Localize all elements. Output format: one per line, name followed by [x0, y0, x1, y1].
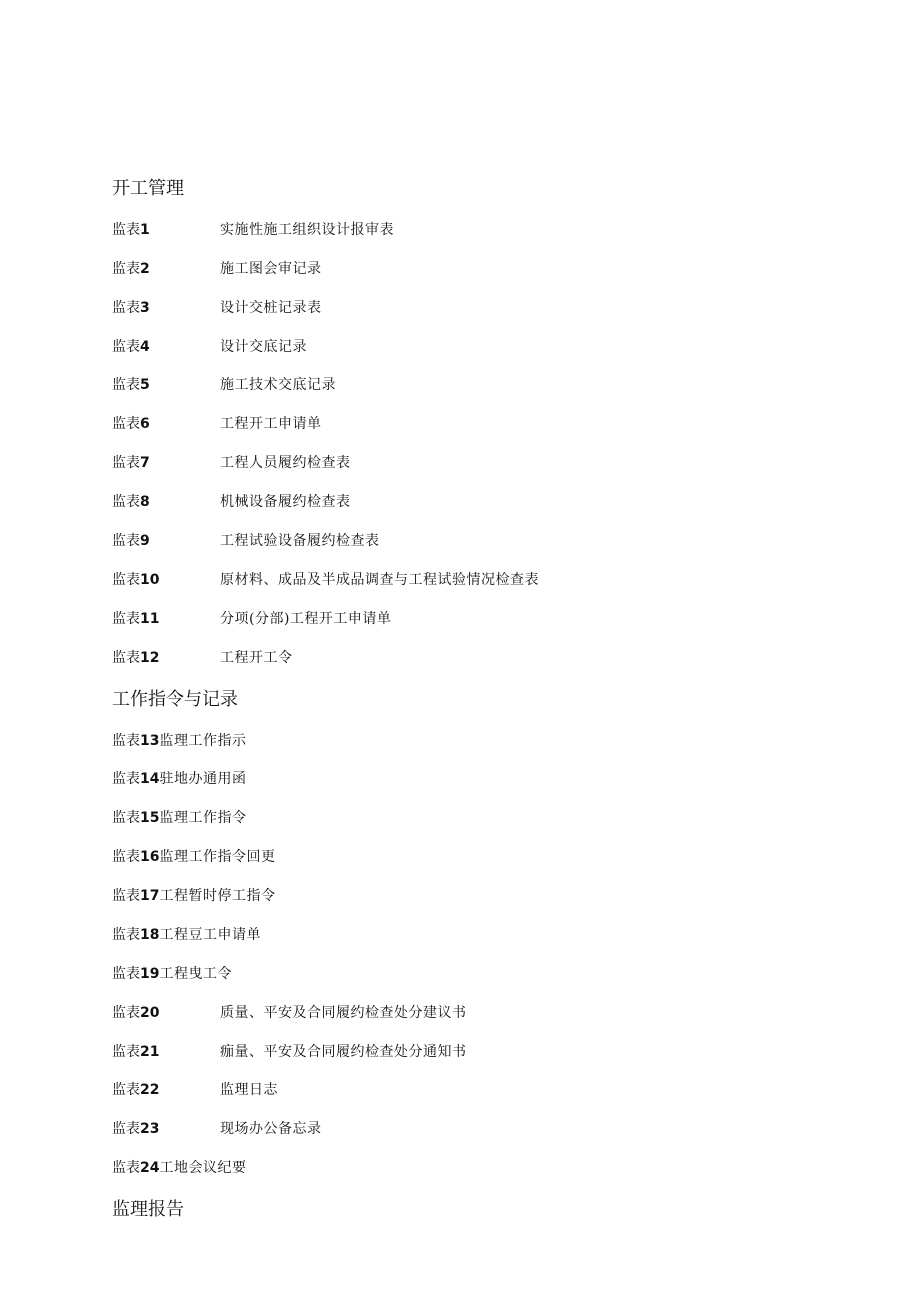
form-code: 监表8 [112, 494, 150, 510]
list-item [112, 337, 307, 357]
form-title: 工程开工申请单 [220, 416, 322, 432]
form-title: 机械设备履约检查表 [220, 494, 351, 510]
form-code: 监表13 [112, 733, 160, 749]
form-code: 监表10 [112, 572, 160, 588]
form-title: 施工图会审记录 [220, 261, 322, 277]
list-item [112, 570, 539, 590]
form-title: 设计交桩记录表 [220, 300, 322, 316]
form-title: 监理日志 [220, 1082, 278, 1098]
form-code: 监表24 [112, 1160, 160, 1176]
form-title: 工地会议纪要 [159, 1160, 247, 1176]
form-code: 监表20 [112, 1005, 160, 1021]
form-code: 监表3 [112, 300, 150, 316]
form-code: 监表15 [112, 810, 160, 826]
section-heading: 监理报告 [112, 1199, 184, 1220]
section-heading: 开工管理 [112, 178, 184, 199]
form-title: 实施性施工组织设计报审表 [220, 222, 394, 238]
list-item [112, 769, 246, 789]
form-code: 监表9 [112, 533, 150, 549]
list-item [112, 492, 351, 512]
form-code: 监表21 [112, 1044, 160, 1060]
section-heading: 工作指令与记录 [112, 689, 238, 710]
list-item [112, 375, 336, 395]
list-item [112, 731, 246, 751]
list-item [112, 414, 322, 434]
form-code: 监表2 [112, 261, 150, 277]
list-item [112, 808, 246, 828]
list-item [112, 259, 322, 279]
form-title: 监理工作指示 [159, 733, 247, 749]
list-item [112, 1003, 467, 1023]
form-code: 监表16 [112, 849, 160, 865]
form-code: 监表17 [112, 888, 160, 904]
form-code: 监表7 [112, 455, 150, 471]
form-code: 监表14 [112, 771, 160, 787]
form-title: 工程曳工令 [159, 966, 232, 982]
form-code: 监表19 [112, 966, 160, 982]
list-item [112, 531, 380, 551]
form-title: 监理工作指令回更 [159, 849, 276, 865]
form-title: 施工技术交底记录 [220, 377, 336, 393]
form-title: 工程豆工申请单 [159, 927, 261, 943]
list-item [112, 298, 322, 318]
form-title: 现场办公备忘录 [220, 1121, 322, 1137]
list-item [112, 1080, 278, 1100]
list-item [112, 964, 232, 984]
list-item [112, 609, 391, 629]
form-title: 质量、平安及合同履约检查处分建议书 [220, 1005, 467, 1021]
list-item [112, 1042, 467, 1062]
form-title: 工程试验设备履约检查表 [220, 533, 380, 549]
form-title: 痂量、平安及合同履约检查处分通知书 [220, 1044, 467, 1060]
form-title: 分项(分部)工程开工申请单 [220, 611, 392, 627]
form-code: 监表1 [112, 222, 150, 238]
form-title: 设计交底记录 [220, 339, 307, 355]
list-item [112, 886, 275, 906]
form-title: 工程人员履约检查表 [220, 455, 351, 471]
form-code: 监表11 [112, 611, 160, 627]
list-item [112, 925, 261, 945]
form-title: 工程暂时停工指令 [159, 888, 276, 904]
form-title: 工程开工令 [220, 650, 293, 666]
form-code: 监表6 [112, 416, 150, 432]
form-code: 监表12 [112, 650, 160, 666]
form-code: 监表18 [112, 927, 160, 943]
form-title: 驻地办通用函 [159, 771, 247, 787]
list-item [112, 453, 351, 473]
form-code: 监表4 [112, 339, 150, 355]
form-code: 监表5 [112, 377, 150, 393]
list-item [112, 1158, 246, 1178]
form-title: 监理工作指令 [159, 810, 247, 826]
list-item [112, 648, 293, 668]
list-item [112, 847, 275, 867]
form-title: 原材料、成品及半成品调查与工程试验情况检查表 [220, 572, 539, 588]
form-code: 监表23 [112, 1121, 160, 1137]
form-code: 监表22 [112, 1082, 160, 1098]
list-item [112, 1119, 322, 1139]
list-item [112, 220, 394, 240]
